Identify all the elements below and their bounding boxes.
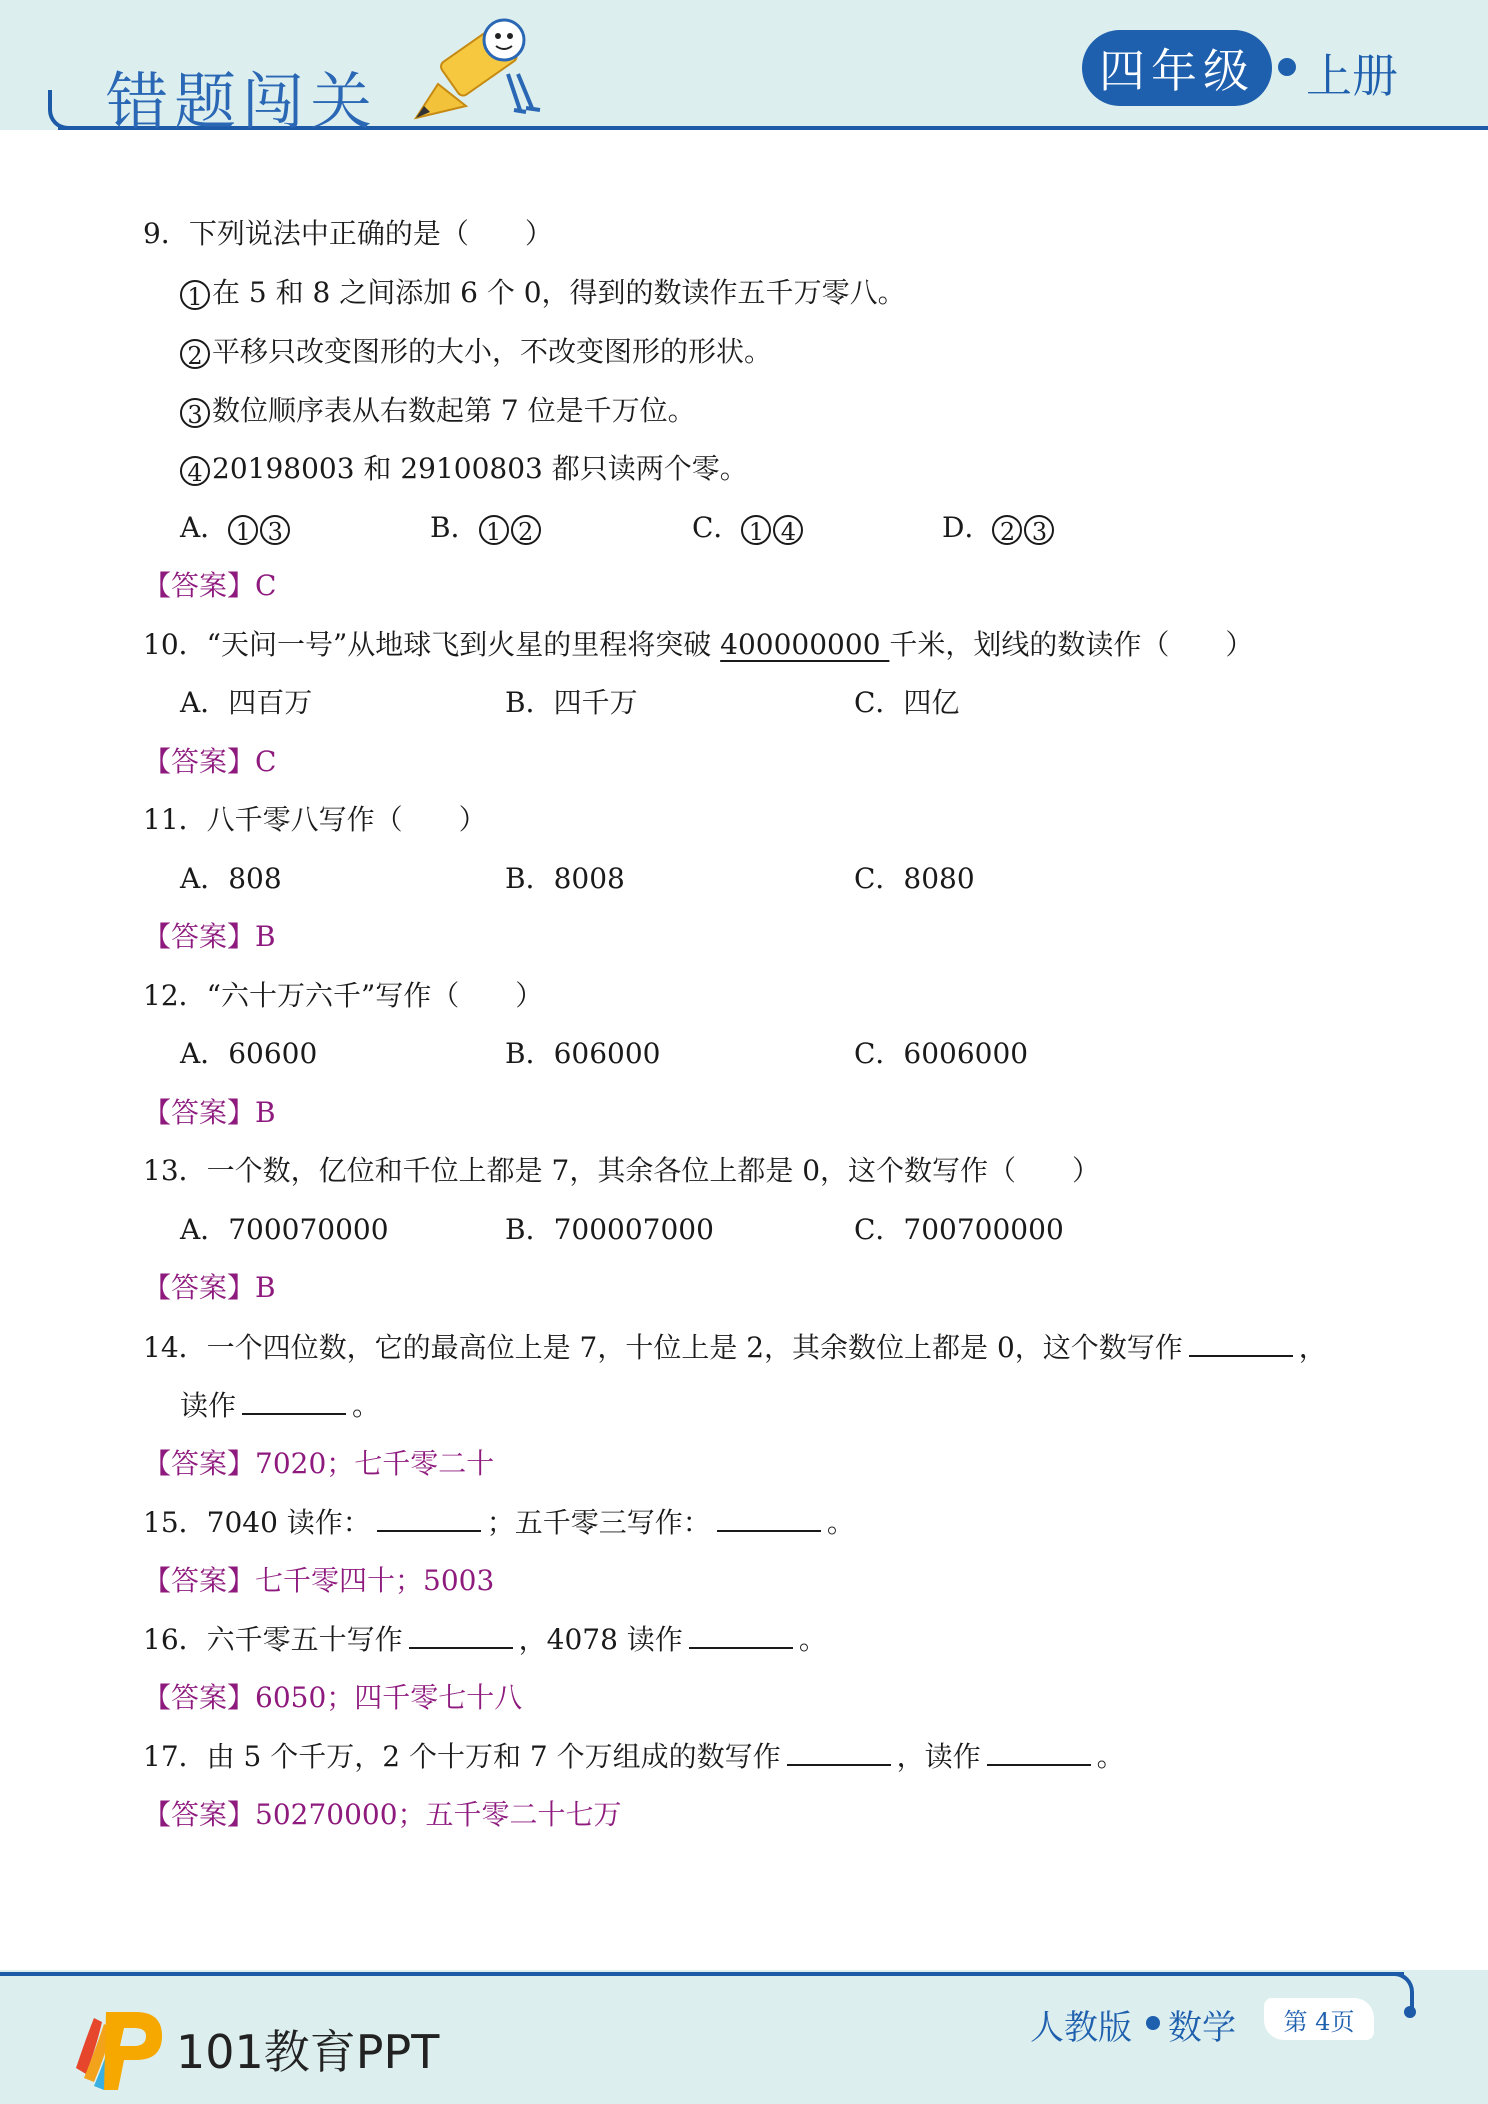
question-13-option-a: A．700070000 bbox=[180, 1213, 389, 1246]
question-12-answer: 【答案】B bbox=[143, 1096, 276, 1129]
answer-blank[interactable] bbox=[242, 1387, 346, 1415]
circled-number: 3 bbox=[180, 398, 210, 428]
question-11-option-c: C．8080 bbox=[854, 862, 975, 895]
question-10-stem bbox=[143, 627, 1253, 663]
question-10-option-b: B．四千万 bbox=[505, 686, 638, 719]
stem-text: 。 bbox=[352, 1389, 381, 1422]
stem-text: ，4078 读作 bbox=[518, 1623, 683, 1656]
question-9-option-a bbox=[180, 510, 292, 546]
stem-text: 17．由 5 个千万，2 个十万和 7 个万组成的数写作 bbox=[143, 1740, 781, 1773]
stem-text: ， bbox=[1298, 1331, 1327, 1364]
grade-badge: 四年级 bbox=[1082, 30, 1272, 106]
circled-number: 1 bbox=[180, 280, 210, 310]
question-11-answer: 【答案】B bbox=[143, 920, 276, 953]
volume-label: 上册 bbox=[1306, 49, 1398, 103]
question-12-option-b: B．606000 bbox=[505, 1037, 661, 1070]
edition-label: 人教版 bbox=[1030, 2008, 1132, 2048]
question-11-stem: 11．八千零八写作（ ） bbox=[143, 803, 487, 836]
circled-number: 2 bbox=[511, 515, 541, 545]
pencil-mascot-icon bbox=[408, 14, 548, 126]
circled-number: 3 bbox=[1024, 515, 1054, 545]
stem-text: 读作 bbox=[180, 1389, 237, 1422]
circled-number: 2 bbox=[992, 515, 1022, 545]
question-10-option-c: C．四亿 bbox=[854, 686, 960, 719]
question-12-option-a: A．60600 bbox=[180, 1037, 318, 1070]
question-15-stem bbox=[143, 1504, 855, 1541]
answer-blank[interactable] bbox=[717, 1504, 821, 1532]
stem-text: 10．“天问一号”从地球飞到火星的里程将突破 bbox=[143, 628, 721, 661]
question-9-statement-4 bbox=[180, 451, 748, 487]
circled-number: 4 bbox=[180, 456, 210, 486]
question-9-option-d bbox=[942, 510, 1056, 546]
question-9-answer: 【答案】C bbox=[143, 569, 277, 602]
question-9-statement-3 bbox=[180, 393, 696, 429]
question-16-stem bbox=[143, 1621, 827, 1658]
question-13-answer: 【答案】B bbox=[143, 1271, 276, 1304]
question-13-stem: 13．一个数，亿位和千位上都是 7，其余各位上都是 0，这个数写作（ ） bbox=[143, 1154, 1101, 1187]
statement-text: 平移只改变图形的大小，不改变图形的形状。 bbox=[212, 335, 773, 368]
question-11-option-a: A．808 bbox=[180, 862, 282, 895]
stem-text: 。 bbox=[826, 1506, 855, 1539]
header-title: 错题闯关 bbox=[106, 65, 379, 138]
circled-number: 4 bbox=[773, 515, 803, 545]
statement-text: 数位顺序表从右数起第 7 位是千万位。 bbox=[212, 394, 696, 427]
question-14-answer: 【答案】7020；七千零二十 bbox=[143, 1447, 495, 1480]
circled-number: 1 bbox=[479, 515, 509, 545]
answer-blank[interactable] bbox=[987, 1738, 1091, 1766]
answer-blank[interactable] bbox=[1189, 1329, 1293, 1357]
circled-number: 3 bbox=[260, 515, 290, 545]
question-17-stem bbox=[143, 1738, 1125, 1775]
question-12-stem: 12．“六十万六千”写作（ ） bbox=[143, 979, 544, 1012]
stem-text: 14．一个四位数，它的最高位上是 7，十位上是 2，其余数位上都是 0，这个数写作 bbox=[143, 1331, 1183, 1364]
question-10-answer: 【答案】C bbox=[143, 745, 277, 778]
question-14-stem bbox=[143, 1329, 1327, 1366]
option-label: B． bbox=[430, 511, 479, 544]
answer-blank[interactable] bbox=[409, 1621, 513, 1649]
circled-number: 2 bbox=[180, 339, 210, 369]
stem-text: ，读作 bbox=[896, 1740, 981, 1773]
question-15-answer: 【答案】七千零四十；5003 bbox=[143, 1564, 495, 1597]
circled-number: 1 bbox=[228, 515, 258, 545]
circled-number: 1 bbox=[741, 515, 771, 545]
stem-text: 15．7040 读作： bbox=[143, 1506, 371, 1539]
footer-dot bbox=[1404, 2006, 1416, 2018]
question-16-answer: 【答案】6050；四千零七十八 bbox=[143, 1681, 523, 1714]
brand-logo-icon bbox=[66, 1998, 166, 2094]
question-9-statement-1 bbox=[180, 275, 906, 311]
option-label: C． bbox=[692, 511, 742, 544]
stem-text: ；五千零三写作： bbox=[486, 1506, 711, 1539]
question-9-option-b bbox=[430, 510, 543, 546]
option-label: A． bbox=[180, 511, 229, 544]
answer-blank[interactable] bbox=[689, 1621, 793, 1649]
question-14-line-2 bbox=[180, 1387, 380, 1424]
question-9-statement-2 bbox=[180, 334, 772, 370]
stem-text: 。 bbox=[1096, 1740, 1125, 1773]
question-9-option-c bbox=[692, 510, 805, 546]
question-9-stem: 9．下列说法中正确的是（ ） bbox=[143, 217, 553, 250]
subject-label: 数学 bbox=[1168, 2008, 1236, 2048]
question-17-answer: 【答案】50270000；五千零二十七万 bbox=[143, 1798, 622, 1831]
question-12-option-c: C．6006000 bbox=[854, 1037, 1029, 1070]
question-10-option-a: A．四百万 bbox=[180, 686, 313, 719]
stem-text: 。 bbox=[798, 1623, 827, 1656]
stem-text: 千米，划线的数读作（ ） bbox=[889, 628, 1254, 661]
statement-text: 在 5 和 8 之间添加 6 个 0，得到的数读作五千万零八。 bbox=[212, 276, 906, 309]
footer-divider bbox=[0, 1972, 1404, 1976]
answer-blank[interactable] bbox=[787, 1738, 891, 1766]
answer-blank[interactable] bbox=[377, 1504, 481, 1532]
option-label: D． bbox=[942, 511, 993, 544]
stem-text: 16．六千零五十写作 bbox=[143, 1623, 403, 1656]
statement-text: 20198003 和 29100803 都只读两个零。 bbox=[212, 452, 748, 485]
grade-separator-dot bbox=[1278, 58, 1296, 76]
brand-logo-text: 101教育PPT bbox=[176, 2025, 440, 2079]
page-number: 第 4页 bbox=[1264, 1998, 1374, 2040]
underlined-number: 400000000 bbox=[720, 628, 890, 661]
question-13-option-c: C．700700000 bbox=[854, 1213, 1064, 1246]
question-13-option-b: B．700007000 bbox=[505, 1213, 714, 1246]
footer-separator-dot bbox=[1146, 2016, 1160, 2030]
question-11-option-b: B．8008 bbox=[505, 862, 625, 895]
